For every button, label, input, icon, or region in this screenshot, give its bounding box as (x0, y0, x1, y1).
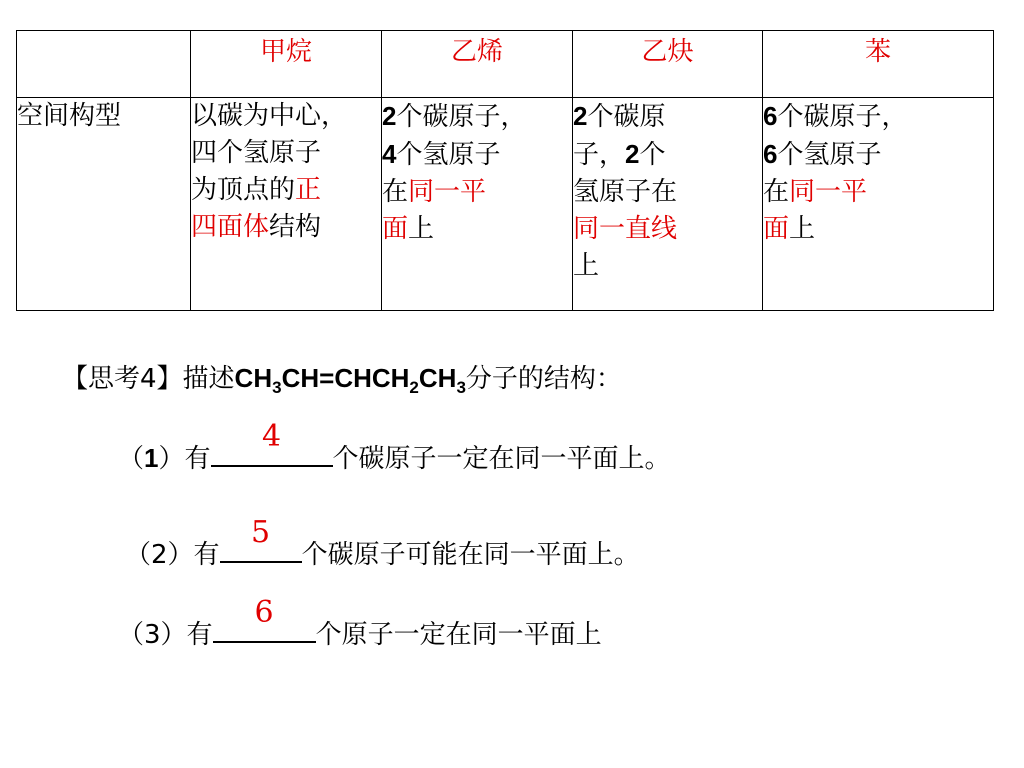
answer-2: 5 (251, 515, 271, 550)
think-prompt: 【思考4】描述$CH_3CH=CHCH_2CH_3$分子的结构： (62, 363, 622, 397)
header-acetylene: 乙炔 (573, 31, 763, 98)
header-ethylene: 乙烯 (382, 31, 573, 98)
cell-ethylene-configuration (382, 98, 573, 311)
question-3: （3）有 6 个原子一定在同一平面上 (118, 595, 602, 650)
acetylene-line-3: 氢原子在 (573, 177, 678, 207)
benzene-line-4: 面上 (763, 214, 816, 244)
think-prefix: 【思考4】描述 (62, 364, 235, 394)
methane-line-1: 以碳为中心， (191, 101, 348, 131)
answer-1: 4 (261, 419, 282, 454)
acetylene-line-2: 子，2个 (573, 139, 666, 170)
benzene-line-1: 6个碳原子， (763, 101, 908, 132)
methane-line-3: 为顶点的正 (191, 175, 322, 205)
formula-part-1: CH (234, 363, 273, 393)
question-3-label: （3） (118, 620, 187, 650)
answer-blank-3[interactable] (213, 595, 316, 643)
answer-blank-2[interactable] (220, 515, 302, 563)
acetylene-line-5: 上 (573, 251, 600, 281)
think-suffix: 分子的结构： (465, 364, 622, 394)
question-1-label: （1） (118, 443, 185, 474)
methane-line-2: 四个氢原子 (191, 138, 322, 168)
benzene-line-3: 在同一平 (763, 177, 868, 207)
question-1: （1）有 4 个碳原子一定在同一平面上。 (118, 419, 671, 474)
header-methane: 甲烷 (191, 31, 382, 98)
molecule-structure-table (16, 30, 994, 311)
answer-3: 6 (254, 595, 274, 630)
header-benzene: 苯 (763, 31, 994, 98)
ethylene-line-1: 2个碳原子， (382, 101, 527, 132)
question-2: （2）有 5 个碳原子可能在同一平面上。 (125, 515, 640, 570)
formula-part-3: CH (418, 363, 457, 393)
methane-line-4: 四面体结构 (191, 212, 322, 242)
table-row-spatial-configuration (17, 98, 994, 311)
ethylene-line-4: 面上 (382, 214, 435, 244)
answer-blank-1[interactable] (211, 419, 333, 467)
cell-methane-configuration (191, 98, 382, 311)
acetylene-line-1: 2个碳原 (573, 101, 666, 132)
benzene-line-2: 6个氢原子 (763, 139, 882, 170)
header-empty-cell (17, 31, 191, 98)
row-label-spatial-configuration: 空间构型 (17, 98, 191, 311)
ethylene-line-2: 4个氢原子 (382, 139, 501, 170)
cell-benzene-configuration (763, 98, 994, 311)
table-header-row (17, 31, 994, 98)
question-2-label: （2） (125, 540, 194, 570)
formula-part-2: CH=CHCH (281, 363, 410, 393)
cell-acetylene-configuration (573, 98, 763, 311)
acetylene-line-4: 同一直线 (573, 214, 678, 244)
ethylene-line-3: 在同一平 (382, 177, 487, 207)
